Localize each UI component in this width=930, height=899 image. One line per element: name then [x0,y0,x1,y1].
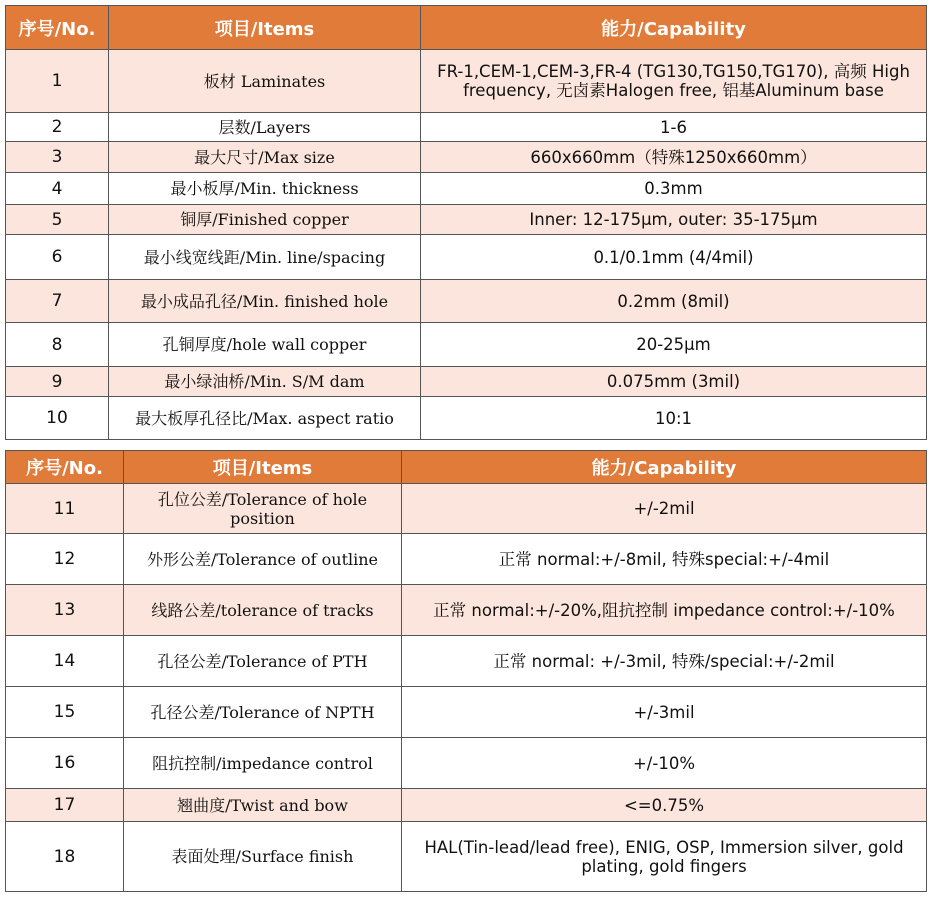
header-items: 项目/Items [124,451,402,484]
row-capability: 正常 normal:+/-8mil, 特殊special:+/-4mil [402,534,927,585]
row-capability: Inner: 12-175μm, outer: 35-175μm [421,205,927,235]
table-row [6,534,927,585]
table-row [6,280,927,323]
row-no: 9 [6,367,109,397]
row-capability: FR-1,CEM-1,CEM-3,FR-4 (TG130,TG150,TG170), 高频 High frequency, 无卤素Halogen free, 铝基Aluminum base [421,50,927,113]
header-capability: 能力/Capability [402,451,927,484]
row-no: 13 [6,585,124,636]
header-no: 序号/No. [6,451,124,484]
row-capability: 10:1 [421,397,927,440]
table-row [6,636,927,687]
table-row [6,205,927,235]
capability-table-2 [5,450,927,892]
row-no: 5 [6,205,109,235]
row-no: 2 [6,113,109,142]
row-no: 17 [6,789,124,822]
row-item: 孔位公差/Tolerance of hole position [124,484,402,534]
row-capability: 660x660mm（特殊1250x660mm） [421,142,927,173]
row-no: 11 [6,484,124,534]
capability-table-1 [5,5,927,440]
table-row [6,738,927,789]
row-no: 1 [6,50,109,113]
table-row [6,113,927,142]
table-row [6,687,927,738]
row-no: 14 [6,636,124,687]
row-item: 最小绿油桥/Min. S/M dam [109,367,421,397]
row-item: 层数/Layers [109,113,421,142]
row-capability: 0.2mm (8mil) [421,280,927,323]
row-capability: +/-10% [402,738,927,789]
row-no: 4 [6,173,109,205]
row-capability: 0.1/0.1mm (4/4mil) [421,235,927,280]
row-item: 最小成品孔径/Min. finished hole [109,280,421,323]
row-item: 最大板厚孔径比/Max. aspect ratio [109,397,421,440]
row-capability: 0.3mm [421,173,927,205]
table-row [6,367,927,397]
header-items: 项目/Items [109,6,421,50]
header-capability: 能力/Capability [421,6,927,50]
row-no: 7 [6,280,109,323]
row-item: 翘曲度/Twist and bow [124,789,402,822]
row-no: 8 [6,323,109,367]
row-capability: 正常 normal:+/-20%,阻抗控制 impedance control:+/-10% [402,585,927,636]
row-capability: +/-3mil [402,687,927,738]
row-no: 10 [6,397,109,440]
table-row [6,142,927,173]
table-row [6,173,927,205]
row-item: 表面处理/Surface finish [124,822,402,892]
row-capability: HAL(Tin-lead/lead free), ENIG, OSP, Immersion silver, gold plating, gold fingers [402,822,927,892]
row-item: 外形公差/Tolerance of outline [124,534,402,585]
table-2-header-row [6,451,927,484]
row-item: 孔径公差/Tolerance of NPTH [124,687,402,738]
row-capability: 正常 normal: +/-3mil, 特殊/special:+/-2mil [402,636,927,687]
row-capability: 1-6 [421,113,927,142]
row-capability: <=0.75% [402,789,927,822]
table-row [6,323,927,367]
row-item: 铜厚/Finished copper [109,205,421,235]
row-item: 孔径公差/Tolerance of PTH [124,636,402,687]
row-item: 孔铜厚度/hole wall copper [109,323,421,367]
row-no: 6 [6,235,109,280]
row-capability: 20-25μm [421,323,927,367]
table-row [6,397,927,440]
header-no: 序号/No. [6,6,109,50]
row-no: 15 [6,687,124,738]
table-row [6,50,927,113]
row-item: 线路公差/tolerance of tracks [124,585,402,636]
row-item: 板材 Laminates [109,50,421,113]
table-row [6,484,927,534]
row-no: 12 [6,534,124,585]
row-item: 阻抗控制/impedance control [124,738,402,789]
table-row [6,822,927,892]
row-no: 3 [6,142,109,173]
row-capability: +/-2mil [402,484,927,534]
table-row [6,235,927,280]
table-row [6,789,927,822]
table-1-header-row [6,6,927,50]
row-item: 最小板厚/Min. thickness [109,173,421,205]
row-capability: 0.075mm (3mil) [421,367,927,397]
row-no: 16 [6,738,124,789]
table-row [6,585,927,636]
row-item: 最小线宽线距/Min. line/spacing [109,235,421,280]
row-no: 18 [6,822,124,892]
row-item: 最大尺寸/Max size [109,142,421,173]
